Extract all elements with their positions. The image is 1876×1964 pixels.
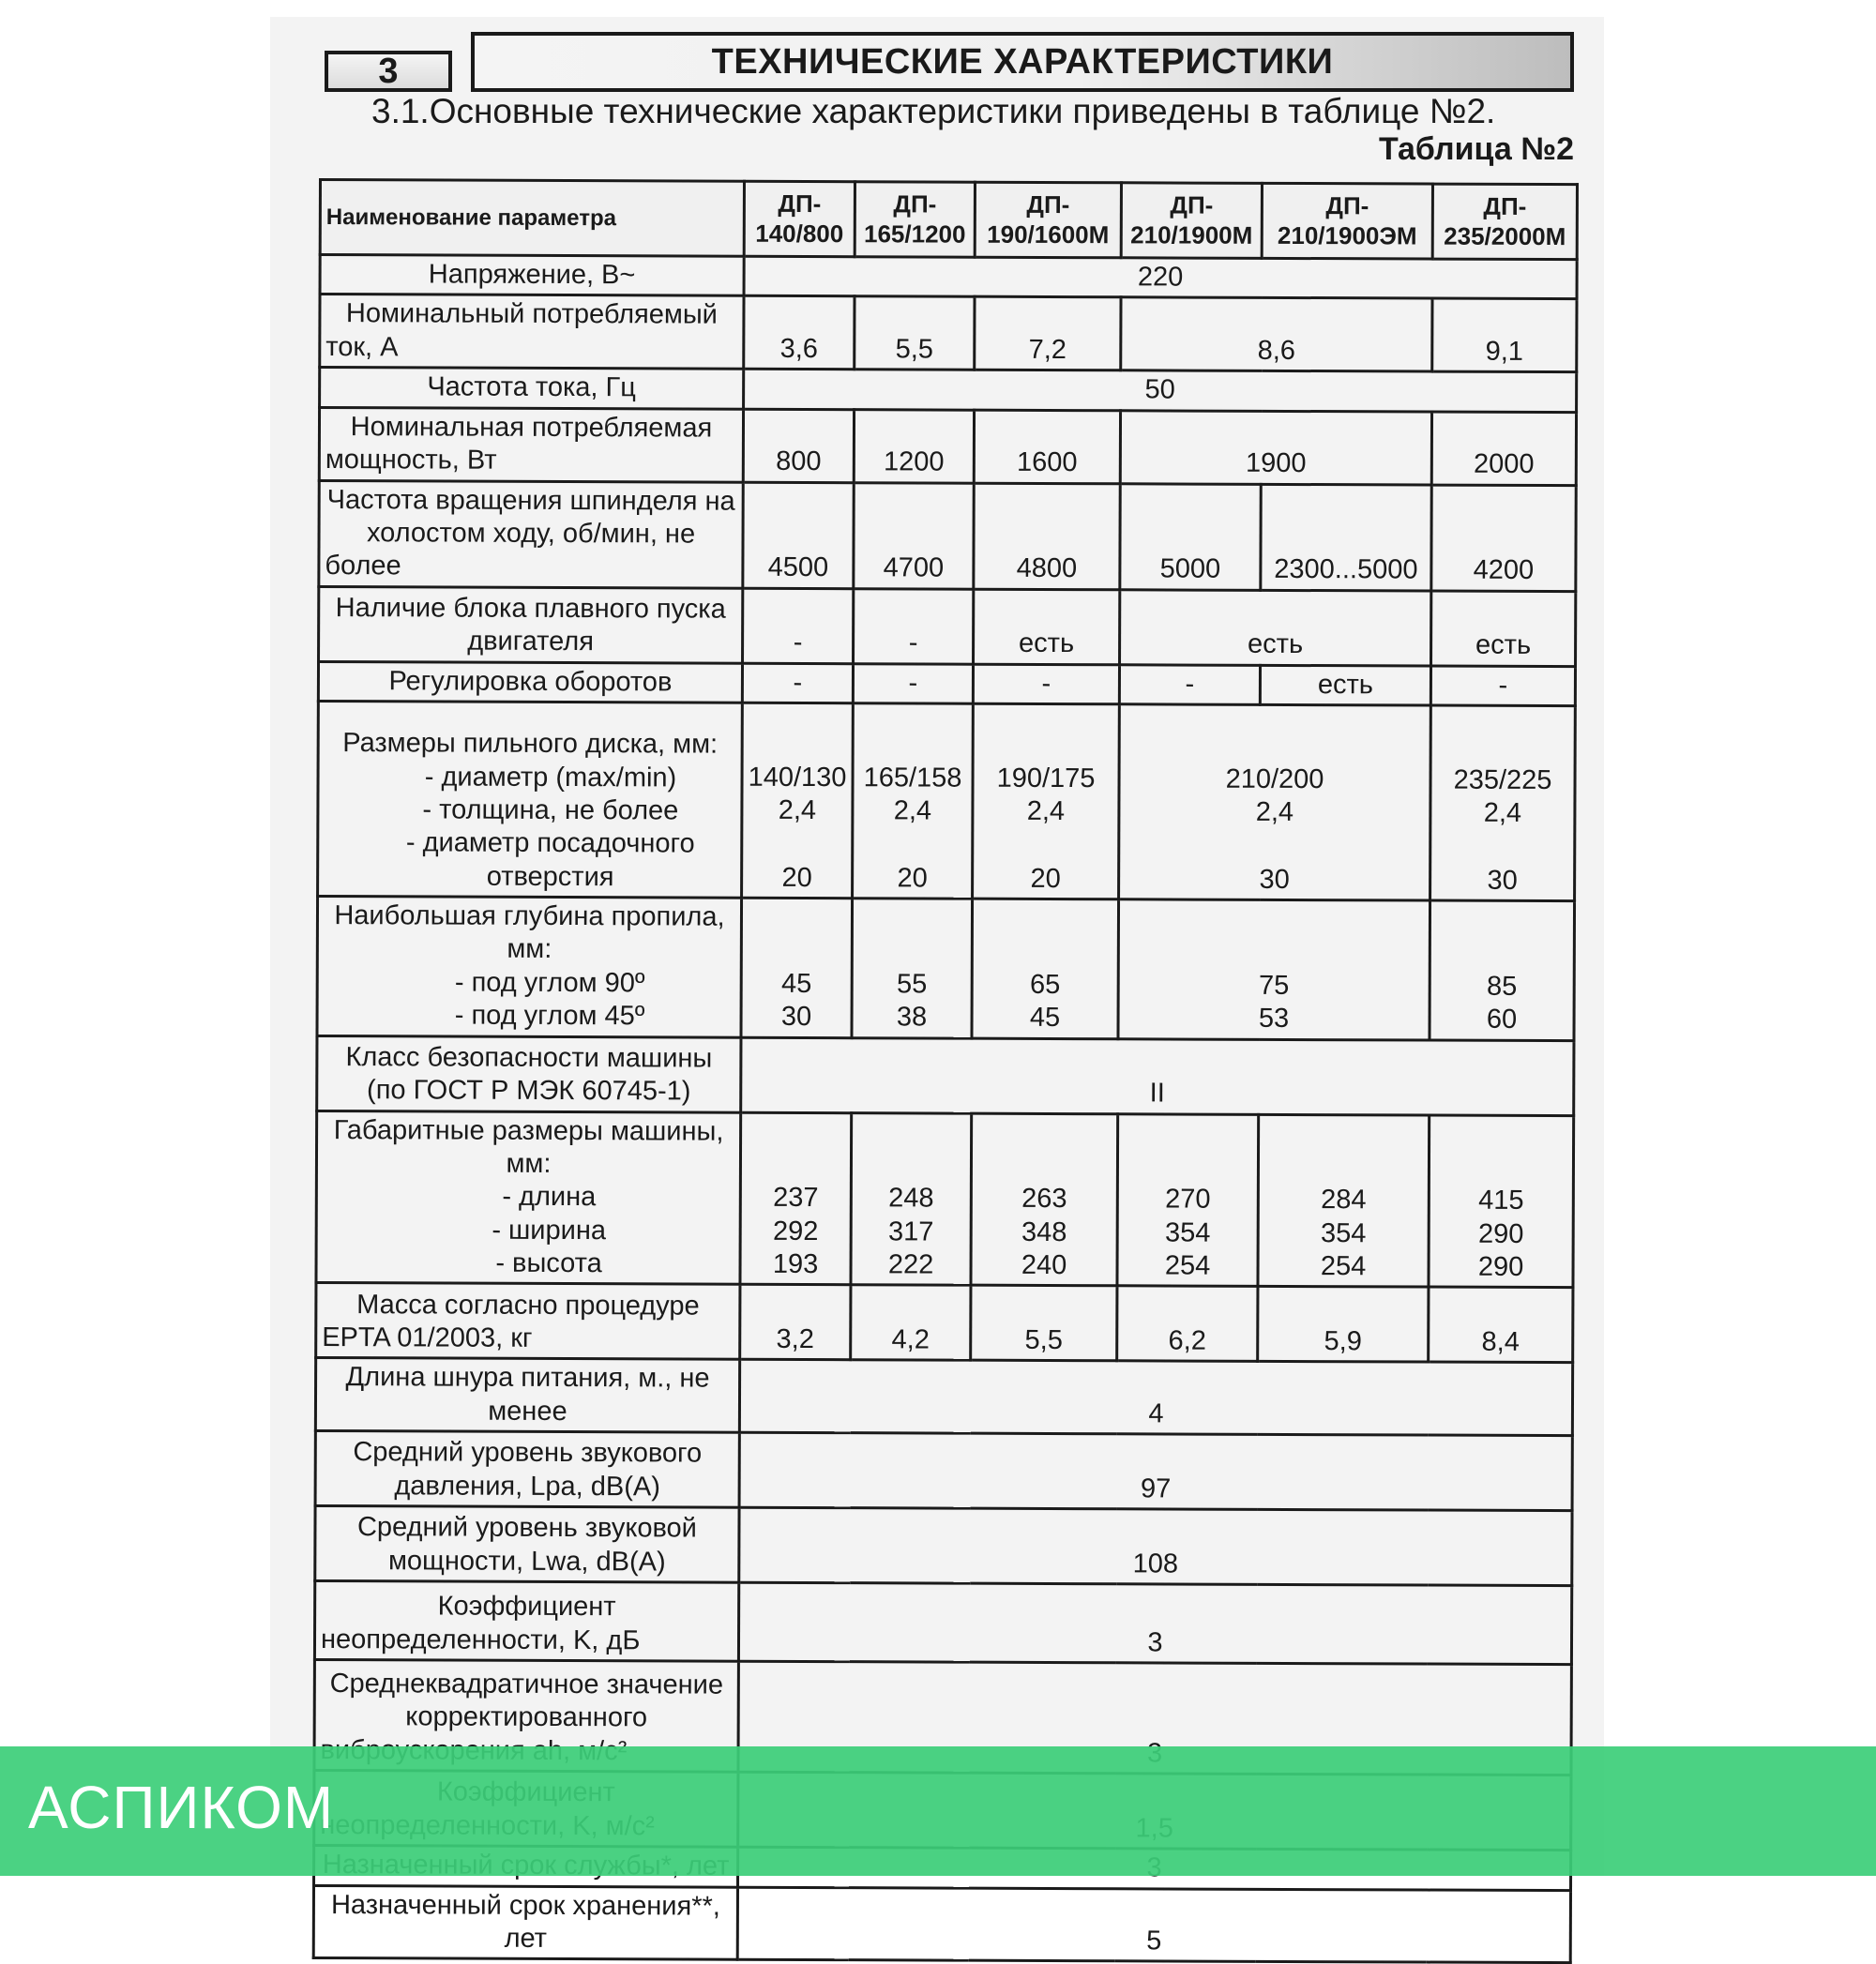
section-number: 3 [325, 51, 452, 92]
disc-bore: 30 [1487, 865, 1518, 896]
disc-thickness: 2,4 [1026, 796, 1066, 827]
table-row [316, 1110, 1574, 1288]
value-cell [971, 1113, 1118, 1286]
dims-width: 354 [1320, 1217, 1367, 1248]
disc-thickness: 2,4 [1255, 797, 1294, 828]
dims-label: Габаритные размеры машины, мм: [333, 1114, 724, 1179]
depth-90: 85 [1486, 971, 1518, 1002]
model-prefix: ДП- [893, 189, 937, 219]
value-cell: - [742, 663, 853, 703]
param-label: Масса согласно процедуре EPTA 01/2003, кг [316, 1283, 740, 1360]
param-label [317, 897, 742, 1037]
value-cell: - [1430, 666, 1575, 706]
value-cell: 4 [739, 1360, 1572, 1436]
disc-thickness: 2,4 [778, 795, 817, 826]
value-cell: 108 [739, 1507, 1572, 1585]
dims-width: 290 [1477, 1218, 1524, 1249]
depth-45: 38 [896, 1002, 928, 1033]
disc-diameter: 235/225 [1453, 764, 1552, 795]
disc-thickness-label: - толщина, не более [422, 794, 679, 826]
table-row [318, 702, 1576, 901]
param-label: Средний уровень звукового давления, Lpa, dB(A) [315, 1431, 739, 1508]
dims-length: 263 [1021, 1184, 1067, 1215]
depth-90: 65 [1030, 969, 1061, 1000]
value-cell: 5000 [1120, 483, 1261, 590]
model-number: 210/1900М [1130, 219, 1253, 249]
value-cell: 5 [737, 1887, 1570, 1963]
value-cell: 8,6 [1121, 297, 1432, 371]
dims-length: 415 [1478, 1186, 1524, 1216]
safety-label-line2: (по ГОСТ Р МЭК 60745-1) [367, 1075, 691, 1107]
value-cell: 8,4 [1429, 1287, 1573, 1363]
table-row [317, 897, 1575, 1041]
dims-width: 292 [772, 1216, 819, 1246]
disc-bore: 20 [1030, 863, 1061, 894]
value-cell: 4800 [974, 483, 1120, 590]
model-prefix: ДП- [778, 189, 822, 218]
table-header-row [320, 180, 1577, 260]
table-row [314, 1581, 1571, 1665]
value-cell: 6,2 [1117, 1286, 1258, 1362]
value-cell: 3,6 [744, 296, 855, 370]
param-label: Наличие блока плавного пуска двигателя [319, 586, 743, 663]
depth-90: 45 [781, 968, 812, 999]
param-label: Назначенный срок хранения**, лет [313, 1885, 737, 1959]
specs-table [312, 178, 1579, 1964]
dims-height-label: - высота [495, 1247, 602, 1279]
value-cell: 1900 [1120, 410, 1431, 484]
param-label [318, 702, 743, 899]
value-cell: - [973, 664, 1119, 704]
table-row [320, 295, 1577, 372]
dims-height: 222 [887, 1249, 934, 1280]
table-row [316, 1283, 1573, 1363]
value-cell: 220 [744, 256, 1577, 299]
dims-length: 237 [773, 1183, 819, 1214]
param-label: Коэффициент неопределенности, K, дБ [314, 1581, 738, 1662]
table-row [317, 1035, 1574, 1115]
model-prefix: ДП- [1170, 190, 1214, 219]
dims-height: 254 [1320, 1251, 1367, 1282]
value-cell [740, 1112, 852, 1285]
dims-length: 270 [1165, 1184, 1211, 1215]
value-cell [1429, 1115, 1574, 1288]
model-header [1262, 183, 1432, 259]
brand-logo-text: АСПИКОМ [28, 1774, 335, 1841]
model-number: 140/800 [755, 219, 844, 248]
value-cell: 4500 [743, 482, 854, 589]
value-cell [852, 899, 973, 1038]
param-label: Номинальный потребляемый ток, А [320, 295, 744, 369]
param-header: Наименование параметра [320, 180, 744, 257]
param-label: Средний уровень звуковой мощности, Lwa, dB(A) [315, 1506, 739, 1583]
disc-diameter-label: - диаметр (max/min) [424, 761, 677, 793]
depth-45: 30 [780, 1002, 812, 1033]
value-cell: - [1119, 664, 1260, 704]
value-cell [853, 703, 974, 899]
param-label: Частота вращения шпинделя на холостом ходу, об/мин, не более [319, 480, 743, 588]
value-cell: 1200 [854, 409, 974, 482]
disc-bore-label: - диаметр посадочного отверстия [405, 827, 695, 892]
section-title: ТЕХНИЧЕСКИЕ ХАРАКТЕРИСТИКИ [471, 32, 1574, 92]
depth-45: 45 [1029, 1003, 1061, 1034]
value-cell: 2300...5000 [1261, 484, 1431, 591]
param-label: Регулировка оборотов [318, 661, 742, 703]
disc-bore: 20 [897, 862, 928, 894]
value-cell: 5,5 [855, 296, 975, 370]
table-row [313, 1885, 1570, 1963]
value-cell [1119, 704, 1431, 900]
table-row [320, 255, 1577, 300]
dims-length: 248 [888, 1183, 934, 1214]
value-cell [1258, 1114, 1430, 1288]
disc-diameter: 190/175 [996, 763, 1096, 794]
value-cell: - [853, 663, 973, 703]
value-cell: 97 [739, 1432, 1572, 1510]
dims-length-label: - длина [502, 1182, 597, 1213]
depth-label: Наибольшая глубина пропила, мм: [334, 900, 725, 965]
dims-length: 284 [1321, 1185, 1367, 1216]
model-prefix: ДП- [1483, 191, 1527, 220]
table-row [318, 661, 1575, 706]
param-label: Длина шнура питания, м., не менее [315, 1358, 739, 1432]
value-cell: 4200 [1431, 485, 1576, 592]
depth-90-label: - под углом 90º [454, 967, 645, 999]
value-cell: 5,9 [1258, 1287, 1429, 1363]
table-row [319, 407, 1576, 485]
dims-width-label: - ширина [492, 1215, 607, 1246]
disc-thickness: 2,4 [1483, 798, 1522, 829]
disc-diameter: 210/200 [1225, 763, 1324, 794]
model-prefix: ДП- [1026, 189, 1070, 219]
dims-height: 240 [1021, 1249, 1067, 1281]
value-cell: 3 [738, 1582, 1571, 1664]
disc-diameter: 165/158 [863, 763, 962, 793]
value-cell [741, 898, 853, 1037]
value-cell [851, 1112, 972, 1285]
param-label: Частота тока, Гц [320, 368, 744, 409]
model-number: 190/1600М [987, 219, 1110, 249]
disc-bore: 30 [1259, 864, 1290, 895]
disc-label: Размеры пильного диска, мм: [342, 728, 719, 760]
table-row [320, 368, 1577, 413]
value-cell [1117, 1113, 1259, 1286]
dims-width: 348 [1021, 1216, 1067, 1247]
table-caption: Таблица №2 [1379, 131, 1574, 167]
value-cell [1118, 899, 1430, 1040]
value-cell: 800 [743, 409, 854, 482]
table-row [319, 480, 1576, 591]
depth-90: 75 [1259, 970, 1290, 1001]
depth-90: 55 [897, 969, 928, 1000]
value-cell: есть [1120, 589, 1431, 665]
value-cell: есть [974, 589, 1120, 665]
table-row [315, 1506, 1572, 1586]
depth-45-label: - под углом 45º [454, 1000, 645, 1032]
model-header [855, 182, 975, 257]
value-cell: - [854, 588, 974, 663]
model-number: 165/1200 [863, 219, 966, 249]
param-label [316, 1110, 741, 1285]
value-cell: 3,2 [740, 1285, 851, 1360]
value-cell: есть [1431, 591, 1576, 667]
model-header [1432, 184, 1577, 260]
value-cell: 4700 [854, 482, 974, 589]
value-cell: 2000 [1431, 412, 1576, 486]
dims-width: 354 [1164, 1217, 1211, 1248]
disc-thickness: 2,4 [893, 795, 932, 826]
value-cell [972, 899, 1119, 1038]
disc-bore: 20 [781, 862, 812, 893]
table-row [315, 1358, 1572, 1436]
value-cell: - [743, 588, 854, 663]
value-cell: 5,5 [971, 1286, 1117, 1362]
value-cell [1430, 705, 1576, 901]
value-cell [973, 703, 1120, 899]
model-header [1121, 183, 1262, 259]
param-label: Напряжение, В~ [320, 255, 744, 296]
intro-text: 3.1.Основные технические характеристики приведены в таблице №2. [371, 92, 1496, 130]
dims-height: 254 [1164, 1250, 1211, 1281]
depth-45: 53 [1258, 1003, 1290, 1035]
value-cell: есть [1260, 665, 1430, 705]
depth-45: 60 [1486, 1004, 1518, 1035]
safety-label-line1: Класс безопасности машины [345, 1041, 713, 1074]
model-number: 235/2000М [1444, 221, 1566, 250]
model-header [975, 182, 1121, 258]
value-cell [742, 703, 854, 898]
model-number: 210/1900ЭМ [1277, 220, 1417, 249]
value-cell [1430, 900, 1575, 1040]
param-label: Номинальная потребляемая мощность, Вт [319, 407, 743, 482]
value-cell: 9,1 [1432, 298, 1577, 371]
disc-diameter: 140/130 [748, 762, 847, 793]
value-cell: 7,2 [975, 297, 1121, 370]
value-cell: II [741, 1037, 1574, 1115]
dims-height: 290 [1477, 1251, 1524, 1282]
dims-width: 317 [887, 1216, 934, 1247]
model-header [744, 181, 855, 256]
dims-height: 193 [772, 1248, 819, 1280]
table-row [315, 1431, 1572, 1511]
param-label [317, 1035, 741, 1112]
param-label: Среднеквадратичное значение корректированного [314, 1660, 738, 1773]
value-cell: 50 [744, 369, 1577, 412]
value-cell: 4,2 [851, 1285, 971, 1360]
value-cell: 1600 [974, 410, 1120, 484]
model-prefix: ДП- [1325, 190, 1369, 220]
table-row [319, 586, 1576, 666]
